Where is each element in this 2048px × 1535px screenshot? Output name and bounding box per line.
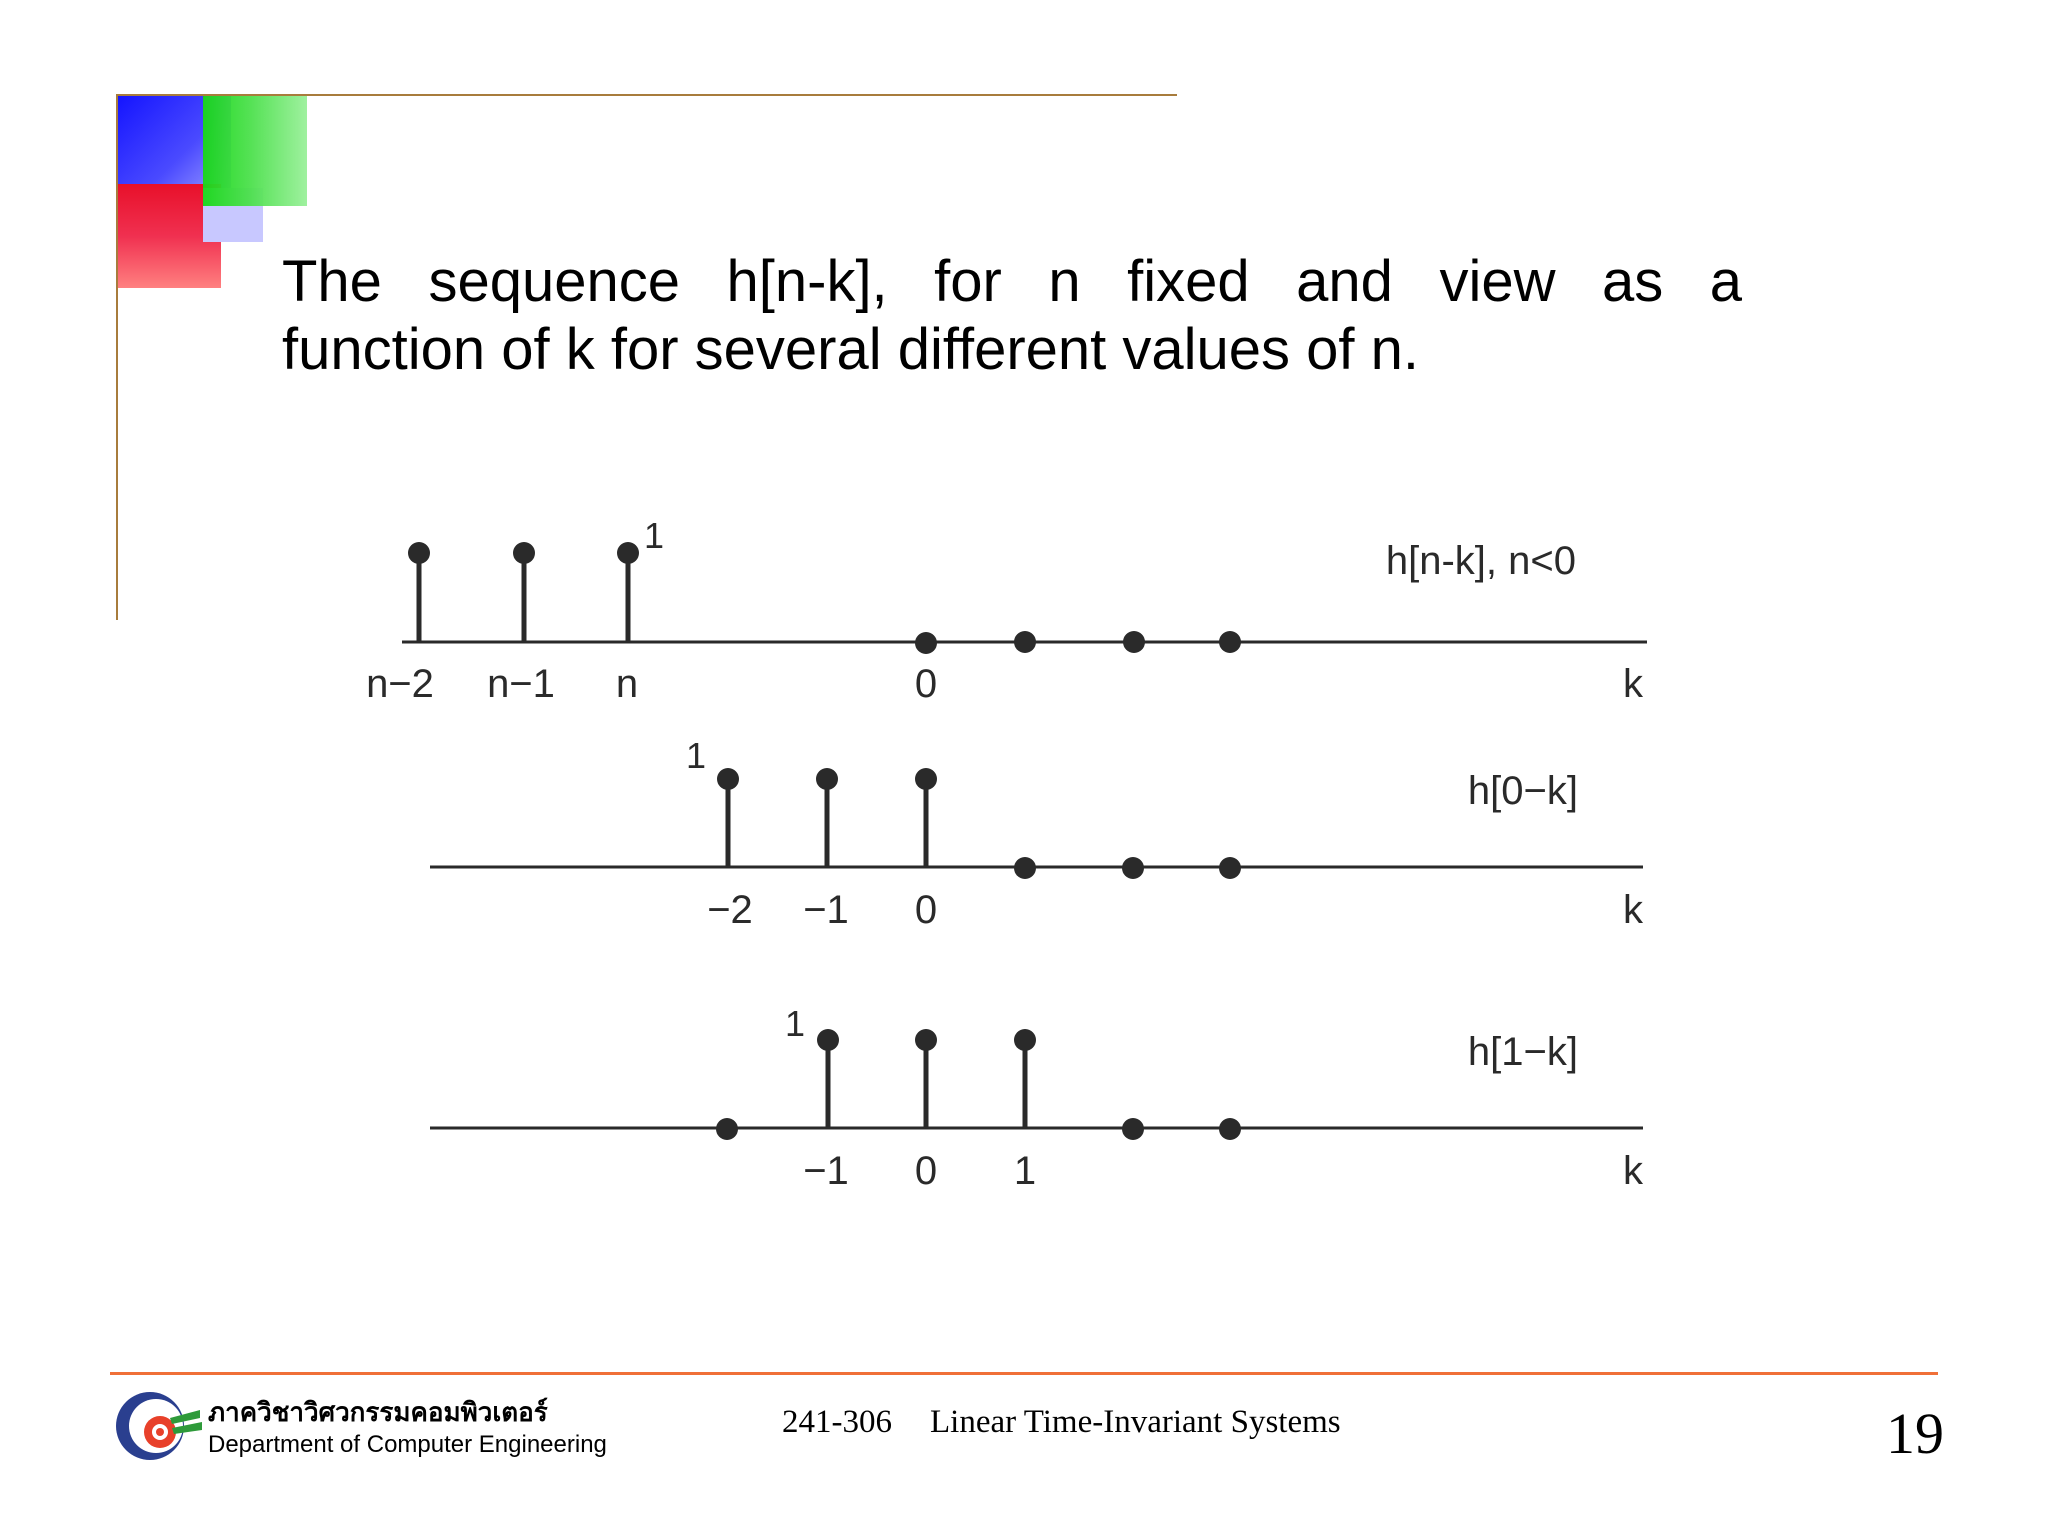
- stem-head: [617, 542, 639, 564]
- body-line-1: The sequence h[n-k], for n fixed and view as a: [282, 249, 1742, 314]
- stem-head: [816, 768, 838, 790]
- course-title: Linear Time-Invariant Systems: [930, 1404, 1341, 1440]
- tick-label: 0: [914, 1149, 938, 1193]
- amplitude-label: 1: [644, 515, 665, 556]
- zero-dot: [716, 1118, 738, 1140]
- zero-dot: [1014, 857, 1036, 879]
- axis-variable: k: [1623, 662, 1643, 706]
- stem-head: [717, 768, 739, 790]
- stem-head: [513, 542, 535, 564]
- zero-dot: [1122, 857, 1144, 879]
- stem-head: [915, 1029, 937, 1051]
- stem-head: [915, 768, 937, 790]
- panel-h-1-minus-k: [430, 1003, 1644, 1193]
- tick-label: 1: [1013, 1149, 1037, 1193]
- tick-label: 0: [914, 662, 938, 706]
- stem-head: [817, 1029, 839, 1051]
- department-name-thai: ภาควิชาวิศวกรรมคอมพิวเตอร์: [208, 1398, 548, 1428]
- axis-variable: k: [1623, 888, 1643, 932]
- zero-dot: [1219, 1118, 1241, 1140]
- panel-title: h[n-k], n<0: [1385, 539, 1576, 583]
- zero-dot: [1219, 857, 1241, 879]
- body-line-2: function of k for several different values of n.: [282, 317, 1420, 382]
- tick-label: −1: [803, 1149, 849, 1193]
- amplitude-label: 1: [784, 1003, 806, 1044]
- department-name-english: Department of Computer Engineering: [208, 1431, 607, 1458]
- tick-label: 0: [914, 888, 938, 932]
- department-logo: [110, 1388, 204, 1464]
- axis-variable: k: [1623, 1149, 1643, 1193]
- tick-label: n−1: [487, 662, 555, 706]
- zero-dot: [1122, 1118, 1144, 1140]
- amplitude-label: 1: [685, 735, 707, 776]
- zero-dot: [1219, 631, 1241, 653]
- panel-title: h[1−k]: [1467, 1030, 1578, 1074]
- zero-dot: [915, 632, 937, 654]
- course-footer: [782, 1404, 1341, 1441]
- course-code: 241-306: [782, 1404, 892, 1440]
- panel-h-0-minus-k: [430, 735, 1644, 932]
- stem-head: [1014, 1029, 1036, 1051]
- footer-rule: [110, 1372, 1938, 1375]
- panel-h-n-minus-k: [366, 515, 1647, 706]
- panel-title: h[0−k]: [1467, 769, 1578, 813]
- zero-dot: [1014, 631, 1036, 653]
- tick-label: n: [615, 662, 639, 706]
- slide-number: 19: [1886, 1401, 1944, 1466]
- tick-label: −1: [803, 888, 849, 932]
- tick-label: n−2: [366, 662, 434, 706]
- tick-label: −2: [707, 888, 753, 932]
- zero-dot: [1123, 631, 1145, 653]
- stem-head: [408, 542, 430, 564]
